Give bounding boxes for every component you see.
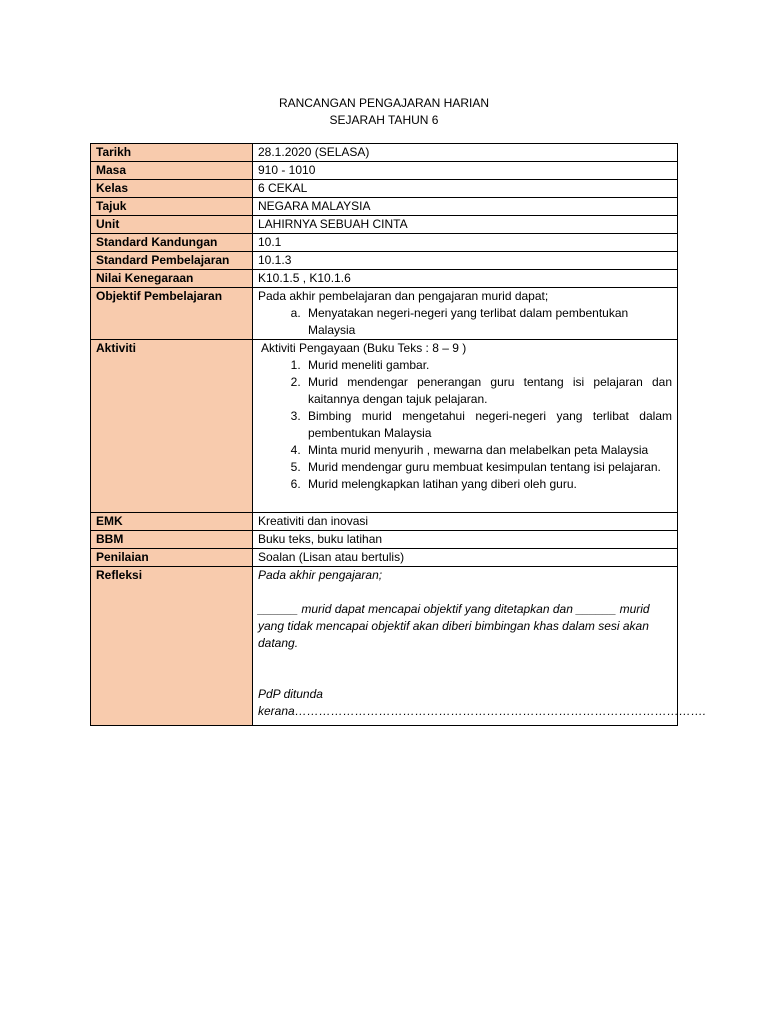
value-standard-kandungan: 10.1	[253, 234, 678, 252]
label-tarikh: Tarikh	[91, 144, 253, 162]
label-standard-pembelajaran: Standard Pembelajaran	[91, 252, 253, 270]
document-subtitle: SEJARAH TAHUN 6	[329, 113, 439, 127]
row-penilaian	[91, 549, 678, 567]
spacer	[258, 584, 672, 601]
value-aktiviti	[253, 340, 678, 513]
spacer	[258, 652, 672, 686]
row-kelas	[91, 180, 678, 198]
row-tajuk	[91, 198, 678, 216]
row-bbm	[91, 531, 678, 549]
aktiviti-list	[258, 357, 672, 493]
label-kelas: Kelas	[91, 180, 253, 198]
value-kelas: 6 CEKAL	[253, 180, 678, 198]
row-aktiviti	[91, 340, 678, 513]
label-unit: Unit	[91, 216, 253, 234]
value-penilaian: Soalan (Lisan atau bertulis)	[253, 549, 678, 567]
value-masa: 910 - 1010	[253, 162, 678, 180]
value-standard-pembelajaran: 10.1.3	[253, 252, 678, 270]
objektif-item: a. Menyatakan negeri-negeri yang terlibat dalam pembentukan Malaysia	[304, 305, 672, 339]
row-masa	[91, 162, 678, 180]
row-tarikh	[91, 144, 678, 162]
row-unit	[91, 216, 678, 234]
value-emk: Kreativiti dan inovasi	[253, 513, 678, 531]
value-tarikh: 28.1.2020 (SELASA)	[253, 144, 678, 162]
aktiviti-step: 2. Murid mendengar penerangan guru tentang isi pelajaran dan kaitannya dengan tajuk pelajaran.	[304, 374, 672, 408]
value-tajuk: NEGARA MALAYSIA	[253, 198, 678, 216]
refleksi-line-2: ______ murid dapat mencapai objektif yang ditetapkan dan ______ murid yang tidak mencapai objektif akan diberi bimbingan khas dalam sesi akan datang.	[258, 602, 650, 650]
label-nilai-kenegaraan: Nilai Kenegaraan	[91, 270, 253, 288]
label-aktiviti: Aktiviti	[91, 340, 253, 513]
row-nilai-kenegaraan	[91, 270, 678, 288]
row-refleksi	[91, 567, 678, 726]
label-masa: Masa	[91, 162, 253, 180]
aktiviti-intro: Aktiviti Pengayaan (Buku Teks : 8 – 9 )	[261, 341, 467, 355]
label-tajuk: Tajuk	[91, 198, 253, 216]
aktiviti-step: 6. Murid melengkapkan latihan yang diberi oleh guru.	[304, 476, 672, 493]
value-refleksi	[253, 567, 707, 726]
document-title: RANCANGAN PENGAJARAN HARIAN	[278, 96, 490, 110]
aktiviti-step: 3. Bimbing murid mengetahui negeri-negeri yang terlibat dalam pembentukan Malaysia	[304, 408, 672, 442]
row-standard-kandungan	[91, 234, 678, 252]
value-nilai-kenegaraan: K10.1.5 , K10.1.6	[253, 270, 678, 288]
row-standard-pembelajaran	[91, 252, 678, 270]
refleksi-line-1: Pada akhir pengajaran;	[258, 568, 383, 582]
label-objektif: Objektif Pembelajaran	[91, 288, 253, 340]
label-penilaian: Penilaian	[91, 549, 253, 567]
aktiviti-step: 4. Minta murid menyurih , mewarna dan melabelkan peta Malaysia	[304, 442, 672, 459]
value-bbm: Buku teks, buku latihan	[253, 531, 678, 549]
refleksi-line-3: PdP ditunda	[258, 687, 323, 701]
label-standard-kandungan: Standard Kandungan	[91, 234, 253, 252]
aktiviti-step: 1. Murid meneliti gambar.	[304, 357, 672, 374]
objektif-intro: Pada akhir pembelajaran dan pengajaran murid dapat;	[258, 289, 549, 303]
label-bbm: BBM	[91, 531, 253, 549]
aktiviti-step: 5. Murid mendengar guru membuat kesimpulan tentang isi pelajaran.	[304, 459, 672, 476]
lesson-plan-table	[90, 143, 707, 726]
value-unit: LAHIRNYA SEBUAH CINTA	[253, 216, 678, 234]
label-refleksi: Refleksi	[91, 567, 253, 726]
row-emk	[91, 513, 678, 531]
objektif-list	[258, 305, 672, 339]
label-emk: EMK	[91, 513, 253, 531]
refleksi-line-4: kerana………………………………………………………………………………………….	[258, 704, 707, 718]
row-objektif	[91, 288, 678, 340]
value-objektif	[253, 288, 678, 340]
